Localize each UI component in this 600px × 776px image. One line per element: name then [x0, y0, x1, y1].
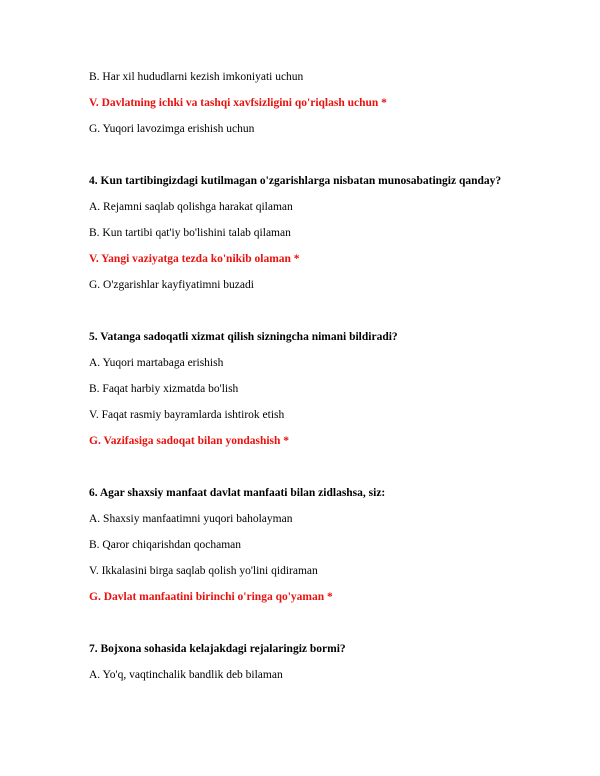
option-3v-correct: V. Davlatning ichki va tashqi xavfsizligini qo'riqlash uchun *	[89, 97, 387, 109]
option-7a: A. Yo'q, vaqtinchalik bandlik deb bilaman	[89, 669, 283, 681]
option-5v: V. Faqat rasmiy bayramlarda ishtirok etish	[89, 409, 285, 421]
option-3b: B. Har xil hududlarni kezish imkoniyati uchun	[89, 71, 304, 83]
question-7: 7. Bojxona sohasida kelajakdagi rejalaringiz bormi?	[89, 643, 346, 655]
option-5g-correct: G. Vazifasiga sadoqat bilan yondashish *	[89, 435, 290, 447]
question-4: 4. Kun tartibingizdagi kutilmagan o'zgarishlarga nisbatan munosabatingiz qanday?	[89, 175, 502, 187]
option-6g-correct: G. Davlat manfaatini birinchi o'ringa qo'yaman *	[89, 591, 333, 603]
option-5b: B. Faqat harbiy xizmatda bo'lish	[89, 383, 239, 395]
option-4a: A. Rejamni saqlab qolishga harakat qilaman	[89, 201, 293, 213]
option-6v: V. Ikkalasini birga saqlab qolish yo'lini qidiraman	[89, 565, 318, 577]
option-4b: B. Kun tartibi qat'iy bo'lishini talab qilaman	[89, 227, 291, 239]
question-6: 6. Agar shaxsiy manfaat davlat manfaati bilan zidlashsa, siz:	[89, 487, 386, 499]
option-6a: A. Shaxsiy manfaatimni yuqori baholayman	[89, 513, 293, 525]
option-4v-correct: V. Yangi vaziyatga tezda ko'nikib olaman *	[89, 253, 300, 265]
option-3g: G. Yuqori lavozimga erishish uchun	[89, 123, 255, 135]
option-5a: A. Yuqori martabaga erishish	[89, 357, 224, 369]
option-6b: B. Qaror chiqarishdan qochaman	[89, 539, 242, 551]
option-4g: G. O'zgarishlar kayfiyatimni buzadi	[89, 279, 254, 291]
question-5: 5. Vatanga sadoqatli xizmat qilish sizningcha nimani bildiradi?	[89, 331, 398, 343]
